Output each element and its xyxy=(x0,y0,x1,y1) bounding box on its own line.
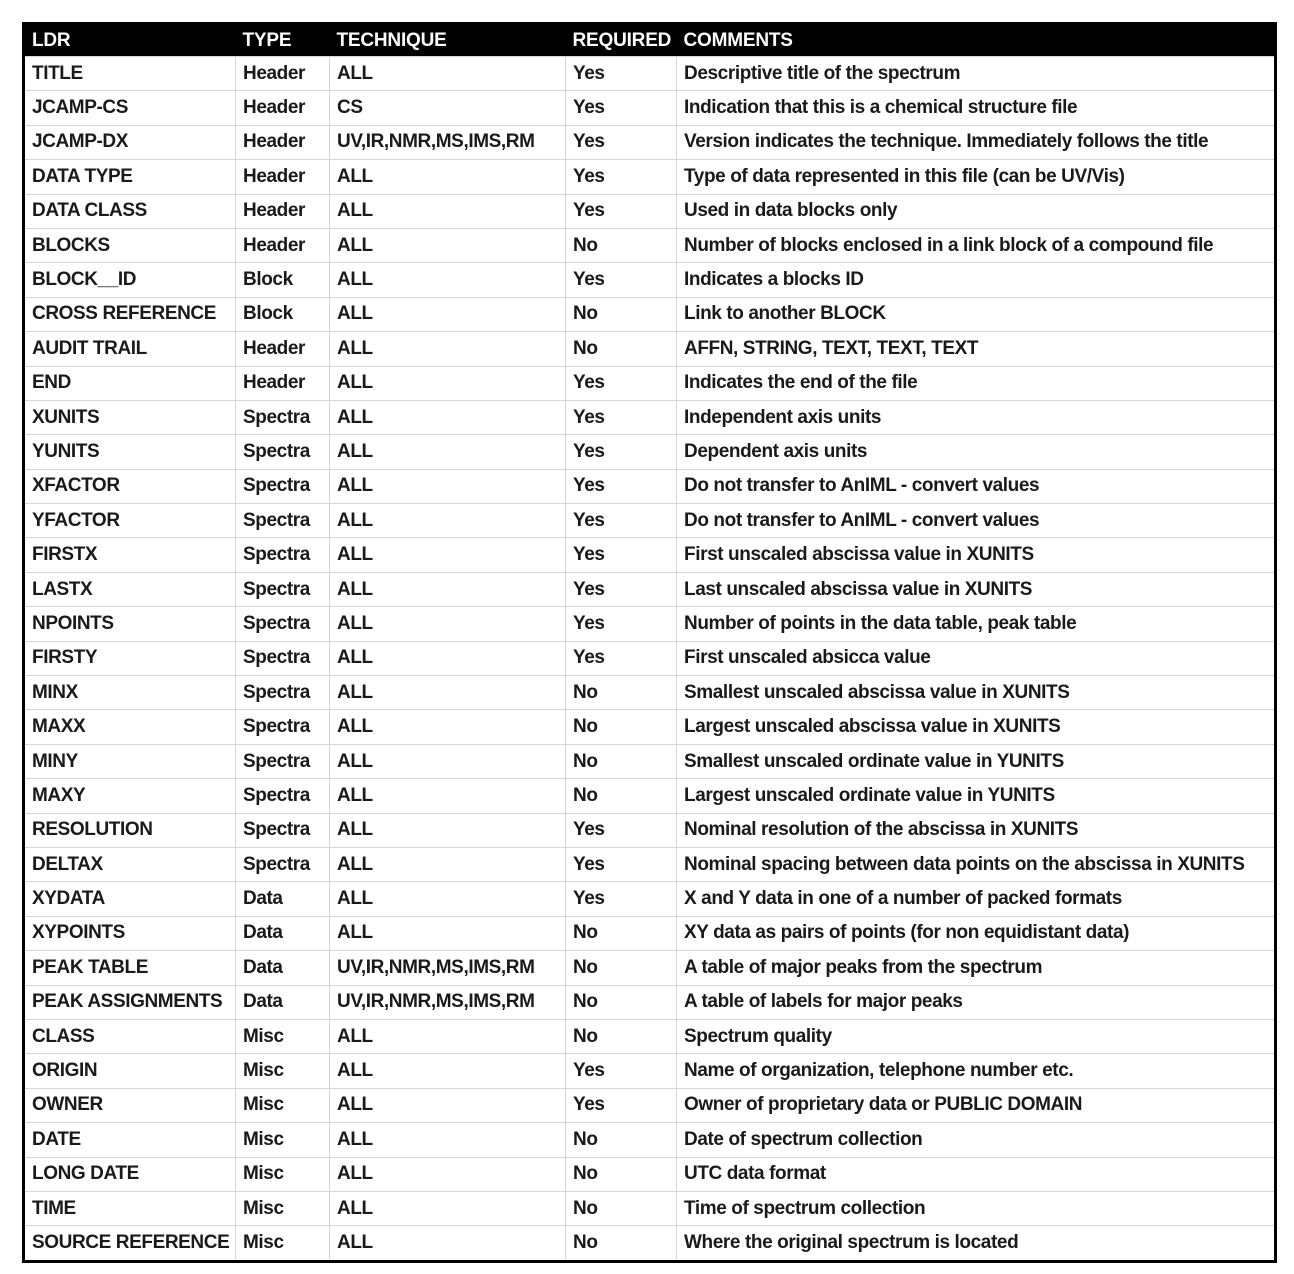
table-row xyxy=(24,435,1276,469)
cell-ldr: SOURCE REFERENCE xyxy=(24,1226,236,1261)
cell-technique: ALL xyxy=(330,400,566,434)
cell-technique: CS xyxy=(330,91,566,125)
cell-technique: ALL xyxy=(330,435,566,469)
cell-comments: Time of spectrum collection xyxy=(677,1191,1276,1225)
cell-technique: ALL xyxy=(330,1191,566,1225)
cell-comments: Spectrum quality xyxy=(677,1019,1276,1053)
cell-required: Yes xyxy=(566,366,677,400)
cell-ldr: TIME xyxy=(24,1191,236,1225)
cell-required: Yes xyxy=(566,160,677,194)
cell-type: Spectra xyxy=(236,779,330,813)
cell-technique: ALL xyxy=(330,263,566,297)
table-row xyxy=(24,332,1276,366)
cell-required: No xyxy=(566,779,677,813)
cell-required: Yes xyxy=(566,1088,677,1122)
cell-comments: Indicates the end of the file xyxy=(677,366,1276,400)
table-row xyxy=(24,1054,1276,1088)
cell-technique: ALL xyxy=(330,538,566,572)
cell-comments: Do not transfer to AnIML - convert values xyxy=(677,504,1276,538)
cell-required: Yes xyxy=(566,882,677,916)
cell-comments: Independent axis units xyxy=(677,400,1276,434)
cell-comments: Version indicates the technique. Immediately follows the title xyxy=(677,125,1276,159)
table-row xyxy=(24,57,1276,91)
cell-comments: Dependent axis units xyxy=(677,435,1276,469)
cell-required: No xyxy=(566,1157,677,1191)
table-row xyxy=(24,263,1276,297)
cell-required: Yes xyxy=(566,91,677,125)
cell-type: Header xyxy=(236,91,330,125)
cell-type: Spectra xyxy=(236,538,330,572)
table-row xyxy=(24,160,1276,194)
cell-comments: A table of labels for major peaks xyxy=(677,985,1276,1019)
cell-comments: Largest unscaled ordinate value in YUNITS xyxy=(677,779,1276,813)
cell-technique: ALL xyxy=(330,847,566,881)
cell-comments: First unscaled absicca value xyxy=(677,641,1276,675)
table-row xyxy=(24,366,1276,400)
table-row xyxy=(24,91,1276,125)
cell-technique: ALL xyxy=(330,916,566,950)
cell-type: Block xyxy=(236,263,330,297)
cell-ldr: JCAMP-DX xyxy=(24,125,236,159)
cell-technique: ALL xyxy=(330,332,566,366)
table-row xyxy=(24,607,1276,641)
cell-required: No xyxy=(566,228,677,262)
cell-technique: ALL xyxy=(330,813,566,847)
cell-type: Header xyxy=(236,332,330,366)
cell-required: No xyxy=(566,744,677,778)
cell-technique: UV,IR,NMR,MS,IMS,RM xyxy=(330,125,566,159)
cell-required: Yes xyxy=(566,607,677,641)
cell-ldr: LASTX xyxy=(24,572,236,606)
cell-type: Data xyxy=(236,882,330,916)
cell-comments: Indication that this is a chemical structure file xyxy=(677,91,1276,125)
cell-required: No xyxy=(566,916,677,950)
cell-required: No xyxy=(566,332,677,366)
cell-ldr: DATA TYPE xyxy=(24,160,236,194)
cell-type: Header xyxy=(236,194,330,228)
cell-type: Spectra xyxy=(236,676,330,710)
cell-technique: ALL xyxy=(330,1226,566,1261)
cell-technique: ALL xyxy=(330,676,566,710)
cell-ldr: AUDIT TRAIL xyxy=(24,332,236,366)
cell-comments: Link to another BLOCK xyxy=(677,297,1276,331)
table-row xyxy=(24,1123,1276,1157)
table-row xyxy=(24,676,1276,710)
cell-comments: Where the original spectrum is located xyxy=(677,1226,1276,1261)
cell-ldr: XUNITS xyxy=(24,400,236,434)
cell-type: Spectra xyxy=(236,710,330,744)
table-row xyxy=(24,228,1276,262)
cell-ldr: FIRSTY xyxy=(24,641,236,675)
header-cell-ldr: LDR xyxy=(32,29,71,51)
cell-technique: ALL xyxy=(330,607,566,641)
cell-type: Spectra xyxy=(236,435,330,469)
cell-required: Yes xyxy=(566,57,677,91)
cell-comments: First unscaled abscissa value in XUNITS xyxy=(677,538,1276,572)
cell-technique: ALL xyxy=(330,469,566,503)
cell-type: Header xyxy=(236,228,330,262)
cell-comments: Number of points in the data table, peak table xyxy=(677,607,1276,641)
header-cell-required: REQUIRED xyxy=(572,29,672,51)
cell-comments: A table of major peaks from the spectrum xyxy=(677,951,1276,985)
table-row xyxy=(24,1226,1276,1261)
cell-ldr: FIRSTX xyxy=(24,538,236,572)
cell-required: Yes xyxy=(566,263,677,297)
table-row xyxy=(24,744,1276,778)
table-row xyxy=(24,916,1276,950)
table-row xyxy=(24,572,1276,606)
cell-technique: ALL xyxy=(330,366,566,400)
cell-comments: Do not transfer to AnIML - convert values xyxy=(677,469,1276,503)
cell-type: Header xyxy=(236,160,330,194)
table-row xyxy=(24,297,1276,331)
cell-ldr: NPOINTS xyxy=(24,607,236,641)
cell-technique: ALL xyxy=(330,1123,566,1157)
cell-required: Yes xyxy=(566,400,677,434)
cell-type: Spectra xyxy=(236,607,330,641)
table-row xyxy=(24,847,1276,881)
cell-ldr: BLOCK__ID xyxy=(24,263,236,297)
cell-type: Misc xyxy=(236,1191,330,1225)
cell-ldr: DATA CLASS xyxy=(24,194,236,228)
cell-required: Yes xyxy=(566,125,677,159)
cell-comments: Last unscaled abscissa value in XUNITS xyxy=(677,572,1276,606)
cell-type: Misc xyxy=(236,1088,330,1122)
cell-type: Spectra xyxy=(236,400,330,434)
cell-required: Yes xyxy=(566,504,677,538)
cell-type: Data xyxy=(236,916,330,950)
cell-technique: ALL xyxy=(330,779,566,813)
cell-type: Misc xyxy=(236,1226,330,1261)
cell-ldr: BLOCKS xyxy=(24,228,236,262)
cell-ldr: XYPOINTS xyxy=(24,916,236,950)
cell-technique: ALL xyxy=(330,710,566,744)
cell-type: Misc xyxy=(236,1123,330,1157)
cell-comments: Largest unscaled abscissa value in XUNITS xyxy=(677,710,1276,744)
cell-required: Yes xyxy=(566,641,677,675)
cell-technique: ALL xyxy=(330,504,566,538)
cell-required: No xyxy=(566,951,677,985)
cell-ldr: OWNER xyxy=(24,1088,236,1122)
table-row xyxy=(24,641,1276,675)
cell-required: Yes xyxy=(566,469,677,503)
cell-comments: Date of spectrum collection xyxy=(677,1123,1276,1157)
cell-required: Yes xyxy=(566,194,677,228)
cell-ldr: RESOLUTION xyxy=(24,813,236,847)
cell-comments: AFFN, STRING, TEXT, TEXT, TEXT xyxy=(677,332,1276,366)
cell-technique: ALL xyxy=(330,572,566,606)
cell-ldr: TITLE xyxy=(24,57,236,91)
cell-ldr: LONG DATE xyxy=(24,1157,236,1191)
ldr-definitions-table xyxy=(22,22,1277,1263)
cell-technique: ALL xyxy=(330,1088,566,1122)
cell-comments: Descriptive title of the spectrum xyxy=(677,57,1276,91)
cell-technique: ALL xyxy=(330,228,566,262)
table-row xyxy=(24,469,1276,503)
cell-comments: X and Y data in one of a number of packed formats xyxy=(677,882,1276,916)
cell-comments: Number of blocks enclosed in a link block of a compound file xyxy=(677,228,1276,262)
table-row xyxy=(24,951,1276,985)
cell-required: No xyxy=(566,1123,677,1157)
cell-type: Data xyxy=(236,951,330,985)
cell-type: Spectra xyxy=(236,847,330,881)
cell-ldr: MAXY xyxy=(24,779,236,813)
table-row xyxy=(24,400,1276,434)
cell-technique: ALL xyxy=(330,57,566,91)
cell-type: Header xyxy=(236,366,330,400)
cell-technique: ALL xyxy=(330,641,566,675)
cell-ldr: DATE xyxy=(24,1123,236,1157)
table-row xyxy=(24,882,1276,916)
header-cell-type: TYPE xyxy=(242,29,292,51)
cell-required: Yes xyxy=(566,847,677,881)
cell-required: Yes xyxy=(566,435,677,469)
cell-ldr: PEAK ASSIGNMENTS xyxy=(24,985,236,1019)
cell-required: No xyxy=(566,985,677,1019)
cell-comments: Indicates a blocks ID xyxy=(677,263,1276,297)
cell-ldr: XFACTOR xyxy=(24,469,236,503)
cell-ldr: XYDATA xyxy=(24,882,236,916)
cell-comments: Smallest unscaled abscissa value in XUNITS xyxy=(677,676,1276,710)
cell-comments: Smallest unscaled ordinate value in YUNITS xyxy=(677,744,1276,778)
cell-technique: ALL xyxy=(330,882,566,916)
cell-comments: UTC data format xyxy=(677,1157,1276,1191)
cell-ldr: MINY xyxy=(24,744,236,778)
cell-type: Spectra xyxy=(236,744,330,778)
table-row xyxy=(24,710,1276,744)
cell-technique: ALL xyxy=(330,194,566,228)
cell-type: Misc xyxy=(236,1157,330,1191)
cell-ldr: CROSS REFERENCE xyxy=(24,297,236,331)
cell-comments: Type of data represented in this file (can be UV/Vis) xyxy=(677,160,1276,194)
cell-type: Misc xyxy=(236,1054,330,1088)
cell-comments: Nominal resolution of the abscissa in XUNITS xyxy=(677,813,1276,847)
cell-required: Yes xyxy=(566,538,677,572)
cell-required: No xyxy=(566,1019,677,1053)
cell-comments: Name of organization, telephone number etc. xyxy=(677,1054,1276,1088)
table-row xyxy=(24,125,1276,159)
table-row xyxy=(24,1157,1276,1191)
table-row xyxy=(24,985,1276,1019)
cell-type: Header xyxy=(236,57,330,91)
cell-type: Spectra xyxy=(236,641,330,675)
cell-required: No xyxy=(566,710,677,744)
cell-ldr: ORIGIN xyxy=(24,1054,236,1088)
cell-ldr: YUNITS xyxy=(24,435,236,469)
table-row xyxy=(24,194,1276,228)
cell-required: No xyxy=(566,297,677,331)
table-row xyxy=(24,813,1276,847)
header-cell-technique: TECHNIQUE xyxy=(336,29,447,51)
cell-type: Spectra xyxy=(236,504,330,538)
cell-technique: ALL xyxy=(330,1157,566,1191)
cell-technique: ALL xyxy=(330,744,566,778)
table-row xyxy=(24,1191,1276,1225)
cell-comments: Owner of proprietary data or PUBLIC DOMAIN xyxy=(677,1088,1276,1122)
table-row xyxy=(24,779,1276,813)
cell-required: Yes xyxy=(566,572,677,606)
cell-comments: Used in data blocks only xyxy=(677,194,1276,228)
cell-required: Yes xyxy=(566,1054,677,1088)
cell-technique: ALL xyxy=(330,1054,566,1088)
cell-ldr: DELTAX xyxy=(24,847,236,881)
cell-comments: Nominal spacing between data points on the abscissa in XUNITS xyxy=(677,847,1276,881)
cell-technique: ALL xyxy=(330,160,566,194)
cell-ldr: MINX xyxy=(24,676,236,710)
cell-type: Data xyxy=(236,985,330,1019)
cell-technique: ALL xyxy=(330,1019,566,1053)
cell-required: No xyxy=(566,1191,677,1225)
table-row xyxy=(24,504,1276,538)
ldr-definitions-table-container xyxy=(22,22,1277,1263)
cell-ldr: CLASS xyxy=(24,1019,236,1053)
cell-ldr: MAXX xyxy=(24,710,236,744)
table-row xyxy=(24,538,1276,572)
cell-technique: UV,IR,NMR,MS,IMS,RM xyxy=(330,951,566,985)
cell-ldr: YFACTOR xyxy=(24,504,236,538)
cell-type: Spectra xyxy=(236,572,330,606)
cell-ldr: PEAK TABLE xyxy=(24,951,236,985)
cell-required: No xyxy=(566,1226,677,1261)
table-body xyxy=(24,57,1276,1262)
table-row xyxy=(24,1019,1276,1053)
cell-ldr: JCAMP-CS xyxy=(24,91,236,125)
cell-technique: ALL xyxy=(330,297,566,331)
header-cell-comments: COMMENTS xyxy=(683,29,793,51)
cell-type: Spectra xyxy=(236,813,330,847)
cell-type: Misc xyxy=(236,1019,330,1053)
cell-type: Spectra xyxy=(236,469,330,503)
cell-required: Yes xyxy=(566,813,677,847)
cell-technique: UV,IR,NMR,MS,IMS,RM xyxy=(330,985,566,1019)
cell-comments: XY data as pairs of points (for non equidistant data) xyxy=(677,916,1276,950)
cell-type: Header xyxy=(236,125,330,159)
table-header-row xyxy=(24,24,1276,57)
cell-required: No xyxy=(566,676,677,710)
cell-type: Block xyxy=(236,297,330,331)
table-row xyxy=(24,1088,1276,1122)
cell-ldr: END xyxy=(24,366,236,400)
